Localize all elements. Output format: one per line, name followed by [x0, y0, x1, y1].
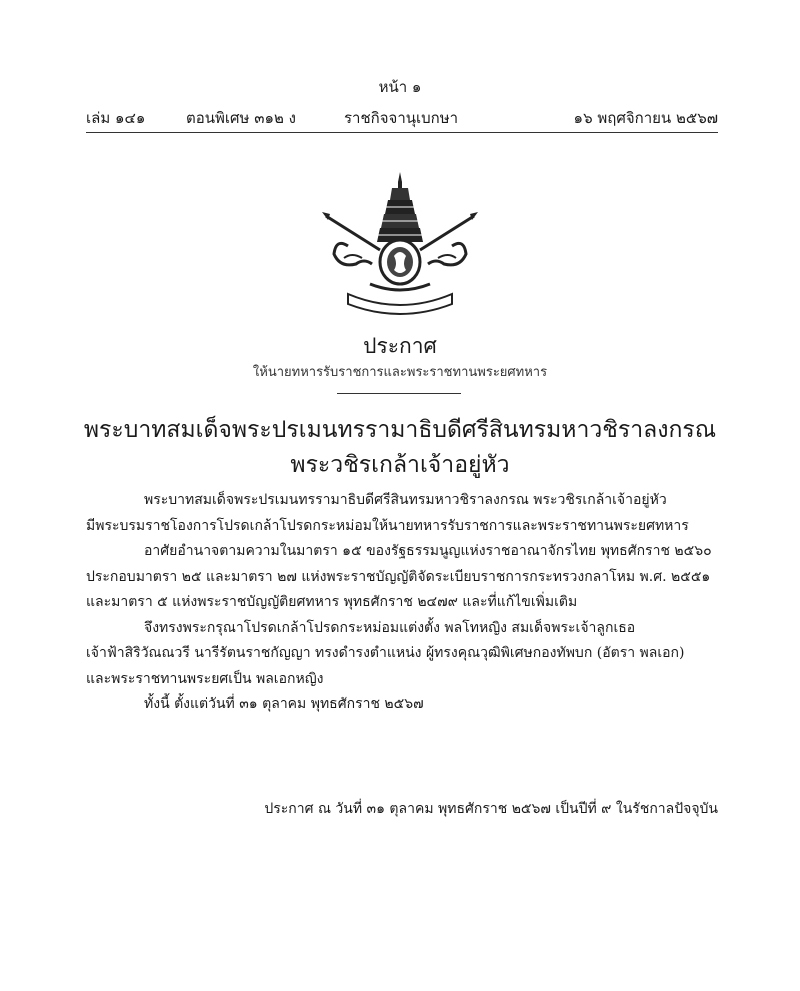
header-divider: [86, 132, 718, 133]
gazette-name: ราชกิจจานุเบกษา: [344, 109, 459, 127]
body-line: และมาตรา ๕ แห่งพระราชบัญญัติยศทหาร พุทธศักราช ๒๔๗๙ และที่แก้ไขเพิ่มเติม: [86, 594, 578, 610]
publication-date: ๑๖ พฤศจิกายน ๒๕๖๗: [573, 109, 718, 127]
body-line: พระบาทสมเด็จพระปรเมนทรรามาธิบดีศรีสินทรมหาวชิราลงกรณ พระวชิรเกล้าเจ้าอยู่หัว: [144, 492, 667, 508]
body-line: และพระราชทานพระยศเป็น พลเอกหญิง: [86, 670, 324, 687]
page-number: หน้า ๑: [378, 78, 422, 96]
king-name: [0, 413, 800, 483]
body-line: เจ้าฟ้าสิริวัณณวรี นารีรัตนราชกัญญา ทรงดำรงตำแหน่ง ผู้ทรงคุณวุฒิพิเศษกองทัพบก (อัตรา พลเอก): [86, 645, 685, 661]
king-name-line-1: พระบาทสมเด็จพระปรเมนทรรามาธิบดีศรีสินทรมหาวชิราลงกรณ: [83, 417, 717, 443]
announcement-date-line: ประกาศ ณ วันที่ ๓๑ ตุลาคม พุทธศักราช ๒๕๖๗ เป็นปีที่ ๙ ในรัชกาลปัจจุบัน: [264, 801, 718, 817]
title-divider: [337, 393, 461, 394]
gazette-header: [86, 106, 718, 130]
body-line: ทั้งนี้ ตั้งแต่วันที่ ๓๑ ตุลาคม พุทธศักราช ๒๕๖๗: [144, 696, 424, 712]
body-line: ประกอบมาตรา ๒๕ และมาตรา ๒๗ แห่งพระราชบัญญัติจัดระเบียบราชการกระทรวงกลาโหม พ.ศ. ๒๕๕๑: [86, 568, 711, 585]
body-line: จึงทรงพระกรุณาโปรดเกล้าโปรดกระหม่อมแต่งตั้ง พลโทหญิง สมเด็จพระเจ้าลูกเธอ: [144, 619, 636, 636]
announcement-subtitle: ให้นายทหารรับราชการและพระราชทานพระยศทหาร: [252, 365, 548, 380]
volume-label: เล่ม ๑๔๑: [86, 109, 146, 127]
announcement-body: [86, 488, 718, 718]
issue-label: ตอนพิเศษ ๓๑๒ ง: [186, 109, 296, 127]
body-line: อาศัยอำนาจตามความในมาตรา ๑๕ ของรัฐธรรมนูญแห่งราชอาณาจักรไทย พุทธศักราช ๒๕๖๐: [144, 543, 712, 559]
body-line: มีพระบรมราชโองการโปรดเกล้าโปรดกระหม่อมให้นายทหารรับราชการและพระราชทานพระยศทหาร: [86, 517, 689, 534]
king-name-line-2: พระวชิรเกล้าเจ้าอยู่หัว: [290, 452, 510, 478]
announcement-title: ประกาศ: [363, 334, 437, 358]
royal-emblem-icon: [318, 168, 482, 318]
